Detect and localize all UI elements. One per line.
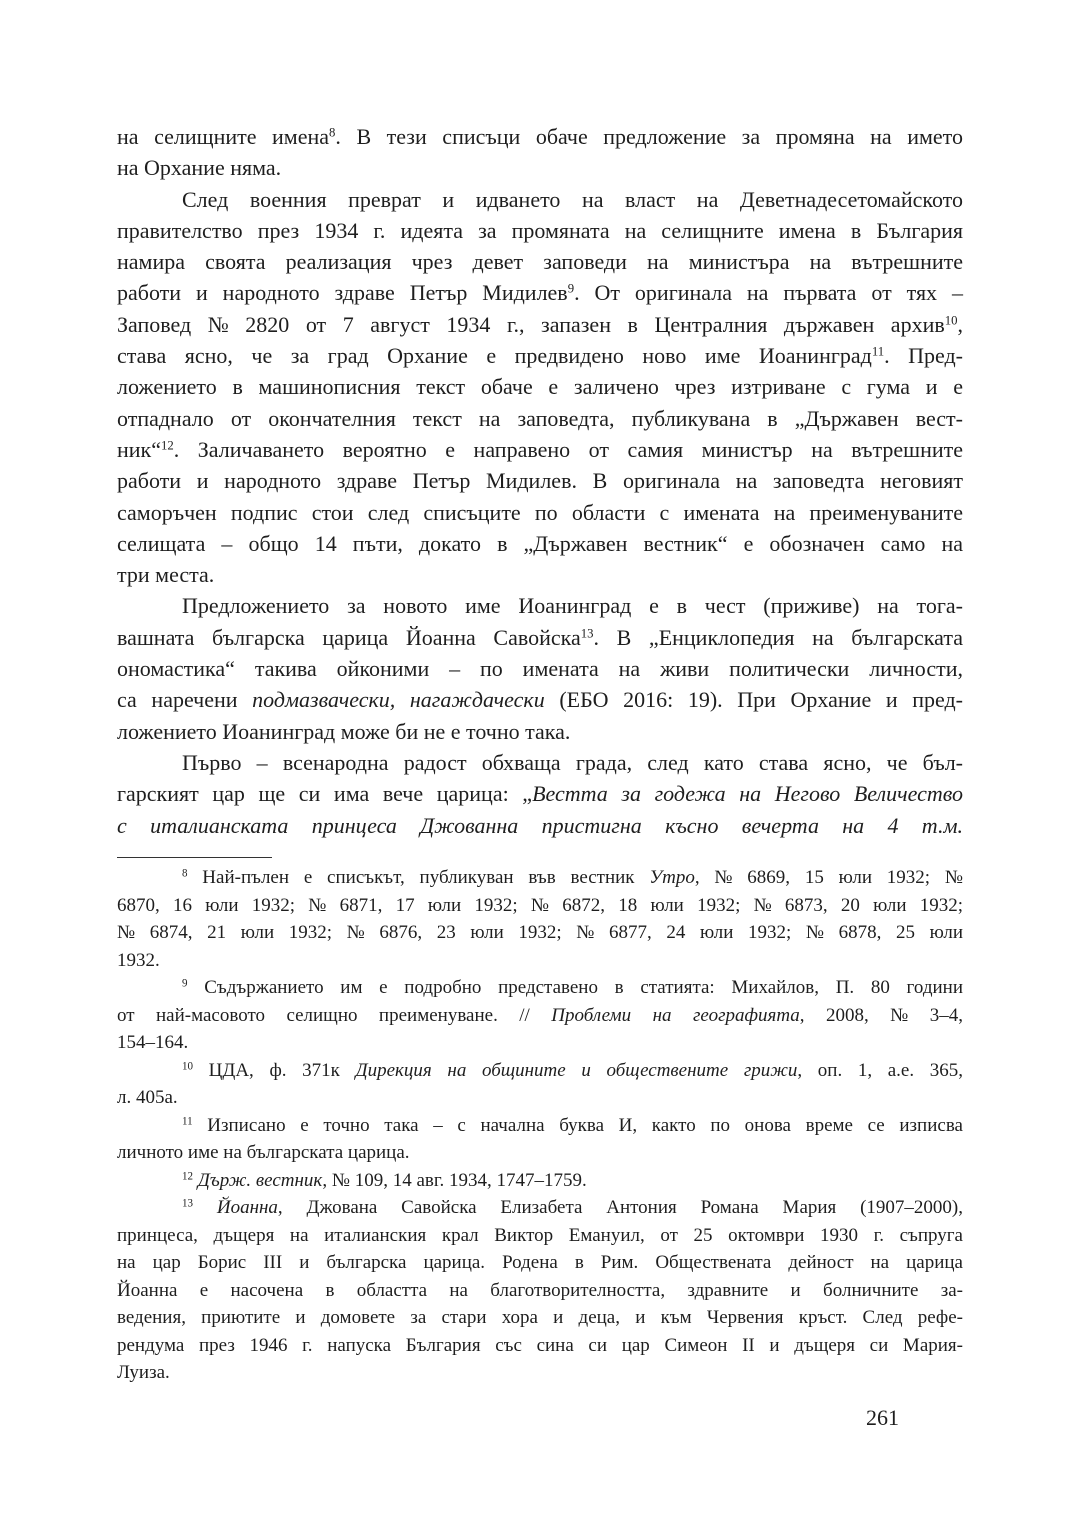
text-run: 1932. <box>117 949 160 971</box>
text-run: Йоанна е насочена в областта на благотворителността, здравните и болничните за- <box>117 1279 963 1301</box>
text-line <box>117 622 963 653</box>
text-run: правителство през 1934 г. идеята за промяната на селищните имена в България <box>117 217 963 243</box>
text-line <box>117 277 963 308</box>
text-run: ономастика“ такива ойконими – по имената на живи политически личности, <box>117 656 963 682</box>
paragraph <box>117 184 963 591</box>
italic-text: с италианската принцеса Джованна пристигна късно вечерта на 4 т.м. <box>117 812 963 838</box>
text-run: работи и народното здраве Петър Мидилев <box>117 280 568 306</box>
text-line <box>117 497 963 528</box>
text-run: , 2008, № 3–4, <box>799 1004 963 1026</box>
text-run: , <box>957 311 963 337</box>
text-line <box>117 1277 963 1305</box>
text-run: . Пред- <box>884 343 963 369</box>
text-line <box>117 340 963 371</box>
italic-text: Утро <box>649 867 695 888</box>
footnote-ref[interactable]: 8 <box>182 867 188 880</box>
text-run: вашната българска царица Йоанна Савойска <box>117 624 581 650</box>
text-run: гарският цар ще си има вече царица: „ <box>117 781 533 807</box>
text-line <box>117 246 963 277</box>
italic-text: Дирекция на общините и обществените грижи <box>355 1059 798 1081</box>
footnote-ref[interactable]: 12 <box>161 438 174 453</box>
text-run: Луиза. <box>117 1362 170 1383</box>
text-run: принцеса, дъщеря на италианския крал Виктор Емануил, от 25 октомври 1930 г. съпруга <box>117 1224 963 1246</box>
page-number: 261 <box>866 1405 899 1430</box>
footnote <box>117 1167 963 1195</box>
footnote-ref[interactable]: 10 <box>182 1059 194 1072</box>
text-run: личното име на българската царица. <box>117 1142 410 1163</box>
text-run: л. 405а. <box>117 1087 178 1108</box>
text-line <box>117 1029 963 1057</box>
footnote-ref[interactable]: 13 <box>580 626 594 641</box>
text-line <box>117 1112 963 1140</box>
italic-text: Вестта за годежа на Негово Величество <box>532 781 963 807</box>
text-line <box>117 121 963 152</box>
text-line <box>117 892 963 920</box>
text-run: 154–164. <box>117 1032 189 1053</box>
footnote-ref[interactable]: 11 <box>182 1114 193 1127</box>
footnote-ref[interactable]: 9 <box>567 281 575 296</box>
text-line <box>117 309 963 340</box>
italic-text: Йоанна <box>216 1197 278 1218</box>
text-run: 6870, 16 юли 1932; № 6871, 17 юли 1932; № 6872, 18 юли 1932; № 6873, 20 юли 1932; <box>117 894 963 916</box>
text-line <box>117 1332 963 1360</box>
text-run: . В „Енциклопедия на българската <box>593 624 963 650</box>
text-line <box>117 1057 963 1085</box>
text-line <box>117 1002 963 1030</box>
text-run: № 6874, 21 юли 1932; № 6876, 23 юли 1932; № 6877, 24 юли 1932; № 6878, 25 юли <box>117 922 963 943</box>
text-line <box>117 653 963 684</box>
text-line <box>117 215 963 246</box>
text-run: са наречени <box>117 687 253 713</box>
text-line <box>117 465 963 496</box>
text-run: . Заличаването вероятно е направено от самия министър на вътрешните <box>173 436 963 462</box>
footnote <box>117 864 963 974</box>
text-run: ложението в машинописния текст обаче е заличено чрез изтриване с гума и е <box>117 374 963 400</box>
text-run: , оп. 1, а.е. 365, <box>797 1059 963 1081</box>
text-run: , № 6869, 15 юли 1932; № <box>694 867 963 888</box>
text-line <box>117 1359 963 1387</box>
text-line <box>117 1304 963 1332</box>
italic-text: Проблеми на географията <box>551 1004 800 1026</box>
footnote <box>117 1112 963 1167</box>
text-line <box>117 778 963 809</box>
text-line <box>117 528 963 559</box>
text-line <box>117 559 963 590</box>
text-run: . От оригинала на първата от тях – <box>574 280 963 306</box>
text-line <box>117 864 963 892</box>
text-run: става ясно, че за град Орхание е предвидено ново име Иоанинград <box>117 343 872 369</box>
text-line <box>117 716 963 747</box>
text-run: , № 109, 14 авг. 1934, 1747–1759. <box>322 1169 587 1191</box>
text-run: от най-масовото селищно преименуване. // <box>117 1004 552 1026</box>
text-run: селищата – общо 14 пъти, докато в „Държавен вестник“ е обозначен само на <box>117 530 963 556</box>
text-run: работи и народното здраве Петър Мидилев. В оригинала на заповедта неговият <box>117 468 963 494</box>
text-line <box>117 919 963 947</box>
text-run: ложението Иоанинград може би не е точно така. <box>117 718 571 744</box>
text-line <box>117 1222 963 1250</box>
text-run: намира своята реализация чрез девет заповеди на министъра на вътрешните <box>117 249 963 275</box>
footnote <box>117 974 963 1057</box>
footnote-ref[interactable]: 13 <box>182 1197 194 1210</box>
text-run: на селищните имена <box>117 124 330 149</box>
text-line <box>117 947 963 975</box>
text-line <box>117 371 963 402</box>
text-run <box>193 1197 217 1218</box>
text-line <box>117 684 963 715</box>
text-line <box>117 403 963 434</box>
text-run: отпаднало от окончателния текст на заповедта, публикувана в „Държавен вест- <box>117 405 963 431</box>
footnotes <box>117 864 963 1387</box>
footnote-ref[interactable]: 10 <box>944 313 958 328</box>
footnote-ref[interactable]: 12 <box>182 1169 194 1182</box>
text-line <box>117 1084 963 1112</box>
text-line <box>117 590 963 621</box>
text-line <box>117 1167 963 1195</box>
footnote <box>117 1057 963 1112</box>
footnote-ref[interactable]: 8 <box>329 125 336 140</box>
text-run: на цар Борис III и българска царица. Родена в Рим. Обществената дейност на царица <box>117 1252 963 1273</box>
text-run: ведения, приютите и домовете за стари хора и деца, и към Червения кръст. След рефе- <box>117 1307 963 1328</box>
paragraph <box>117 747 963 841</box>
text-run: След военния преврат и идването на власт на Деветнадесетомайското <box>182 186 963 212</box>
text-line <box>117 1194 963 1222</box>
text-run: (ЕБО 2016: 19). При Орхание и пред- <box>544 687 963 713</box>
text-run: Заповед № 2820 от 7 август 1934 г., запазен в Централния държавен архив <box>117 311 945 337</box>
main-text <box>117 121 963 841</box>
footnote-ref[interactable]: 9 <box>182 977 188 990</box>
text-run: Изписано е точно така – с начална буква И, както по онова време се изписва <box>192 1114 963 1136</box>
text-run: три места. <box>117 562 215 588</box>
text-line <box>117 974 963 1002</box>
text-run: Съдържанието им е подробно представено в статията: Михайлов, П. 80 години <box>187 977 963 998</box>
text-run: , Джована Савойска Елизабета Антония Романа Мария (1907–2000), <box>277 1197 964 1218</box>
text-line <box>117 152 963 183</box>
text-run: Предложението за новото име Иоанинград е в чест (приживе) на тога- <box>182 593 963 619</box>
text-run: Първо – всенародна радост обхваща града, след като става ясно, че бъл- <box>182 749 963 775</box>
text-run: Най-пълен е списъкът, публикуван във вестник <box>187 867 650 888</box>
text-run: рендума през 1946 г. напуска България със сина си цар Симеон II и дъщеря си Мария- <box>117 1334 963 1356</box>
paragraph <box>117 121 963 184</box>
footnote <box>117 1194 963 1387</box>
text-run: на Орхание няма. <box>117 155 282 181</box>
footnote-ref[interactable]: 11 <box>871 344 885 359</box>
text-run: саморъчен подпис стои след списъците по области с имената на преименуваните <box>117 499 963 525</box>
text-run: . В тези списъци обаче предложение за промяна на името <box>335 124 963 149</box>
text-line <box>117 810 963 841</box>
text-line <box>117 1139 963 1167</box>
text-line <box>117 747 963 778</box>
paragraph <box>117 590 963 746</box>
text-run: ник“ <box>117 436 161 462</box>
text-run: ЦДА, ф. 371к <box>193 1059 356 1081</box>
italic-text: подмазвачески, нагаждачески <box>252 687 545 713</box>
text-line <box>117 434 963 465</box>
text-line <box>117 1249 963 1277</box>
footnote-separator <box>117 857 272 858</box>
italic-text: Държ. вестник <box>197 1169 323 1191</box>
text-line <box>117 184 963 215</box>
